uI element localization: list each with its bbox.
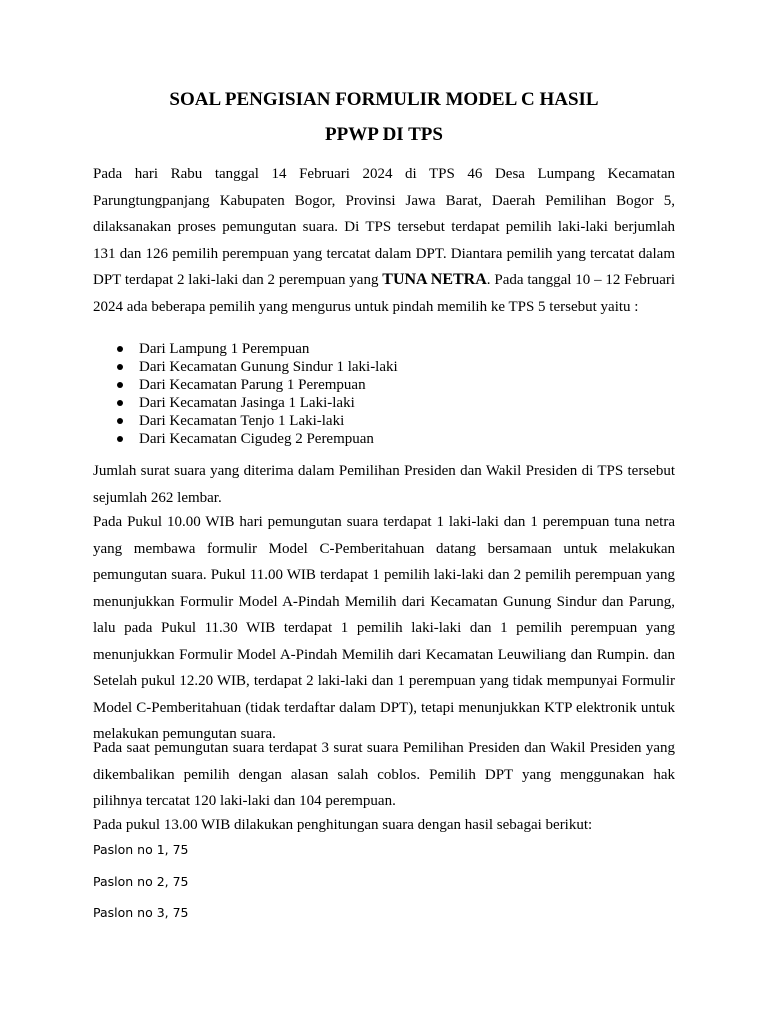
list-item-text: Dari Kecamatan Cigudeg 2 Perempuan	[139, 431, 374, 447]
voting-timeline-paragraph: Pada Pukul 10.00 WIB hari pemungutan suara terdapat 1 laki-laki dan 1 perempuan tuna netra yang membawa formulir Model C-Pemberitahuan datang bersamaan untuk melakukan pemungutan suara. Pukul 11.00 WIB terdapat 1 pemilih laki-laki dan 2 pemilih perempuan yang menunjukkan Formulir Model A-Pindah Memilih dari Kecamatan Gunung Sindur dan Parung, lalu pada Pukul 11.30 WIB terdapat 1 pemilih laki-laki dan 1 pemilih perempuan yang menunjukkan Formulir Model A-Pindah Memilih dari Kecamatan Leuwiliang dan Rumpin. dan Setelah pukul 12.20 WIB, terdapat 2 laki-laki dan 1 perempuan yang tidak mempunyai Formulir Model C-Pemberitahuan (tidak terdaftar dalam DPT), tetapi menunjukkan KTP elektronik untuk melakukan pemungutan suara.	[93, 514, 675, 742]
intro-text-before: Pada hari Rabu tanggal 14 Februari 2024 di TPS 46 Desa Lumpang Kecamatan Parungtungpanjang Kabupaten Bogor, Provinsi Jawa Barat, Daerah Pemilihan Bogor 5, dilaksanakan proses pemungutan suara. Di TPS tersebut terdapat pemilih laki-laki berjumlah 131 dan 126 pemilih perempuan yang tercatat dalam DPT. Diantara pemilih yang tercatat dalam DPT terdapat 2 laki-laki dan 2 perempuan yang	[93, 166, 675, 288]
list-item-text: Dari Kecamatan Parung 1 Perempuan	[139, 377, 366, 393]
document-title-line1: SOAL PENGISIAN FORMULIR MODEL C HASIL	[169, 89, 599, 110]
list-item	[93, 340, 653, 358]
bullet-icon	[117, 382, 123, 388]
bullet-icon	[117, 400, 123, 406]
bullet-icon	[117, 418, 123, 424]
list-item	[93, 412, 653, 430]
paslon-result-2: Paslon no 2, 75	[93, 874, 189, 889]
list-item	[93, 394, 653, 412]
paslon-result-1: Paslon no 1, 75	[93, 842, 189, 857]
list-item-text: Dari Lampung 1 Perempuan	[139, 341, 310, 357]
list-item	[93, 376, 653, 394]
ballot-count-paragraph: Jumlah surat suara yang diterima dalam Pemilihan Presiden dan Wakil Presiden di TPS tersebut sejumlah 262 lembar.	[93, 463, 675, 506]
bullet-icon	[117, 346, 123, 352]
list-item-text: Dari Kecamatan Gunung Sindur 1 laki-laki	[139, 359, 398, 375]
document-title-line2: PPWP DI TPS	[325, 124, 443, 145]
bullet-icon	[117, 364, 123, 370]
intro-text-after: . Pada tanggal 10 – 12 Februari 2024 ada beberapa pemilih yang mengurus untuk pindah memilih ke TPS 5 tersebut yaitu :	[93, 272, 676, 315]
counting-paragraph: Pada pukul 13.00 WIB dilakukan penghitungan suara dengan hasil sebagai berikut:	[93, 817, 593, 833]
bullet-icon	[117, 436, 123, 442]
spoiled-ballots-paragraph: Pada saat pemungutan suara terdapat 3 surat suara Pemilihan Presiden dan Wakil Presiden yang dikembalikan pemilih dengan alasan salah coblos. Pemilih DPT yang menggunakan hak pilihnya tercatat 120 laki-laki dan 104 perempuan.	[93, 740, 675, 809]
intro-paragraph	[93, 161, 675, 320]
paslon-result-3: Paslon no 3, 75	[93, 905, 189, 920]
list-item-text: Dari Kecamatan Jasinga 1 Laki-laki	[139, 395, 355, 411]
tuna-netra-emphasis: TUNA NETRA	[382, 271, 487, 288]
list-item-text: Dari Kecamatan Tenjo 1 Laki-laki	[139, 413, 345, 429]
transfer-list	[93, 340, 653, 448]
list-item	[93, 430, 653, 448]
list-item	[93, 358, 653, 376]
